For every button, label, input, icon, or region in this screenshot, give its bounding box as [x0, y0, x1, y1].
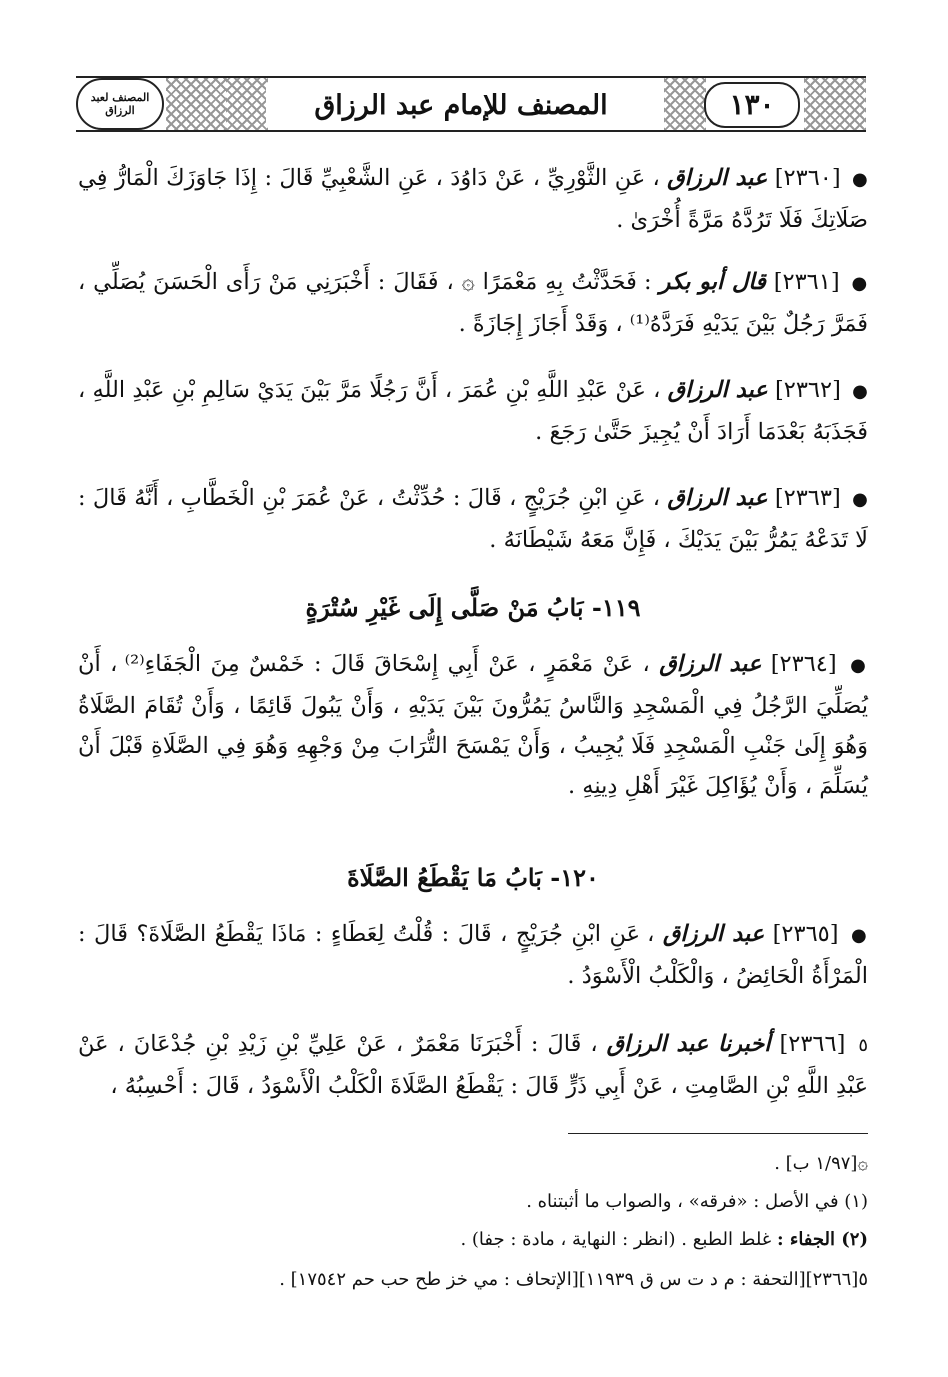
hadith-number: [٢٣٦٦] [779, 1031, 846, 1057]
hadith-entry-2362 [78, 370, 868, 452]
footnote-2-text: غلط الطبع . (انظر : النهاية ، مادة : جفا) . [460, 1229, 772, 1250]
ornament-pattern [664, 78, 706, 130]
bullet-icon: ● [852, 489, 868, 510]
narrator: عبد الرزاق [667, 165, 768, 191]
footnote-takhrij: ٥[٢٣٦٦][التحفة : م د ت س ق ١١٩٣٩][الإتحاف : مي خز طح حب حم ١٧٥٤٢] . [279, 1269, 868, 1290]
footnote-2-label: (٢) الجفاء : [776, 1229, 868, 1250]
narrator: عبد الرزاق [667, 377, 768, 403]
footnote-2 [78, 1226, 868, 1254]
hadith-text: ، عَنِ ابْنِ جُرَيْجٍ ، قَالَ : قُلْتُ لِعَطَاءٍ : مَاذَا يَقْطَعُ الصَّلَاةَ؟ قَالَ : الْمَرْأَةُ الْحَائِضُ ، وَالْكَلْبُ الْأَسْوَدُ . [78, 921, 868, 989]
ornament-pattern [166, 78, 226, 130]
hadith-entry-2363 [78, 478, 868, 560]
hadith-number: [٢٣٦٠] [774, 165, 841, 191]
bullet-icon: ● [851, 273, 868, 294]
chapter-heading-120: ١٢٠- بَابُ مَا يَقْطَعُ الصَّلَاةَ [347, 863, 599, 892]
hadith-entry-2365 [78, 914, 868, 996]
hadith-entry-2364 [78, 644, 868, 806]
hadith-text: ، عَنْ عَبْدِ اللَّهِ بْنِ عُمَرَ ، أَنَّ رَجُلًا مَرَّ بَيْنَ يَدَيْ سَالِمِ بْنِ عَبْدِ اللَّهِ ، فَجَذَبَهُ بَعْدَمَا أَرَادَ أَنْ يُجِيزَ حَتَّىٰ رَجَعَ . [78, 377, 868, 445]
hadith-number: [٢٣٦٥] [772, 921, 839, 947]
footnote-manuscript-marker: ۞[١/٩٧ ب] . [774, 1153, 868, 1174]
page-header [76, 76, 866, 132]
page-number: ١٣٠ [704, 82, 800, 128]
hadith-text: ، عَنْ مَعْمَرٍ ، عَنْ أَبِي إِسْحَاقَ قَالَ : خَمْسٌ مِنَ الْجَفَاءِ⁽²⁾ ، أَنْ يُصَلِّيَ الرَّجُلُ فِي الْمَسْجِدِ وَالنَّاسُ يَمُرُّونَ بَيْنَ يَدَيْهِ ، وَأَنْ يَبُولَ قَائِمًا ، وَأَنْ تُقَامَ الصَّلَاةُ وَهُوَ إِلَىٰ جَنْبِ الْمَسْجِدِ فَلَا يُجِيبُ ، وَأَنْ يَمْسَحَ التُّرَابَ مِنْ وَجْهِهِ وَهُوَ فِي الصَّلَاةِ قَبْلَ أَنْ يُسَلِّمَ ، وَأَنْ يُؤَاكِلَ غَيْرَ أَهْلِ دِينِهِ . [78, 651, 868, 799]
ornament-pattern [804, 78, 866, 130]
hadith-number: [٢٣٦٤] [770, 651, 837, 677]
footnote-1: (١) في الأصل : «فرقه» ، والصواب ما أثبتناه . [526, 1191, 868, 1212]
hadith-number: [٢٣٦٣] [774, 485, 841, 511]
hadith-number: [٢٣٦٢] [774, 377, 841, 403]
chapter-heading-119: ١١٩- بَابُ مَنْ صَلَّى إِلَى غَيْرِ سُتْرَةٍ [305, 593, 641, 622]
hadith-text: ، عَنِ ابْنِ جُرَيْجٍ ، قَالَ : حُدِّثْتُ ، عَنْ عُمَرَ بْنِ الْخَطَّابِ ، أَنَّهُ قَالَ : لَا تَدَعْهُ يَمُرُّ بَيْنَ يَدَيْكَ ، فَإِنَّ مَعَهُ شَيْطَانَهُ . [78, 485, 868, 553]
hadith-number: [٢٣٦١] [773, 269, 840, 295]
hadith-text: : فَحَدَّثْتُ بِهِ مَعْمَرًا ۞ ، فَقَالَ : أَخْبَرَنِي مَنْ رَأَى الْحَسَنَ يُصَلِّي ، فَمَرَّ رَجُلٌ بَيْنَ يَدَيْهِ فَرَدَّهُ⁽¹⁾ ، وَقَدْ أَجَازَ إِجَازَةً . [78, 269, 868, 337]
hadith-text: ، عَنِ الثَّوْرِيِّ ، عَنْ دَاوُدَ ، عَنِ الشَّعْبِيِّ قَالَ : إِذَا جَاوَزَكَ الْمَارُّ فِي صَلَاتِكَ فَلَا تَرُدَّهُ مَرَّةً أُخْرَىٰ . [78, 165, 868, 233]
narrator: عبد الرزاق [667, 485, 768, 511]
bullet-icon: ● [850, 925, 868, 946]
narrator: قال أبو بكر [659, 269, 766, 295]
hadith-text: ، قَالَ : أَخْبَرَنَا مَعْمَرٌ ، عَنْ عَلِيِّ بْنِ زَيْدِ بْنِ جُدْعَانَ ، عَنْ عَبْدِ اللَّهِ بْنِ الصَّامِتِ ، عَنْ أَبِي ذَرٍّ قَالَ : يَقْطَعُ الصَّلَاةَ الْكَلْبُ الْأَسْوَدُ ، قَالَ : أَحْسِبُهُ ، [78, 1031, 868, 1099]
book-emblem-logo: المصنف لعبد الرزاق [76, 78, 164, 130]
narrator: عبد الرزاق [662, 921, 765, 947]
hadith-entry-2360 [78, 158, 868, 240]
narrator: عبد الرزاق [659, 651, 762, 677]
circle-marker-icon: ٥ [858, 1035, 868, 1056]
hadith-entry-2361 [78, 262, 868, 344]
ornament-pattern [226, 78, 268, 130]
narrator: أخبرنا عبد الرزاق [606, 1031, 771, 1057]
running-title: المصنف للإمام عبد الرزاق [266, 88, 656, 124]
footnote-divider [568, 1133, 868, 1134]
bullet-icon: ● [852, 169, 868, 190]
bullet-icon: ● [852, 381, 868, 402]
hadith-entry-2366 [78, 1024, 868, 1106]
bullet-icon: ● [850, 655, 868, 676]
